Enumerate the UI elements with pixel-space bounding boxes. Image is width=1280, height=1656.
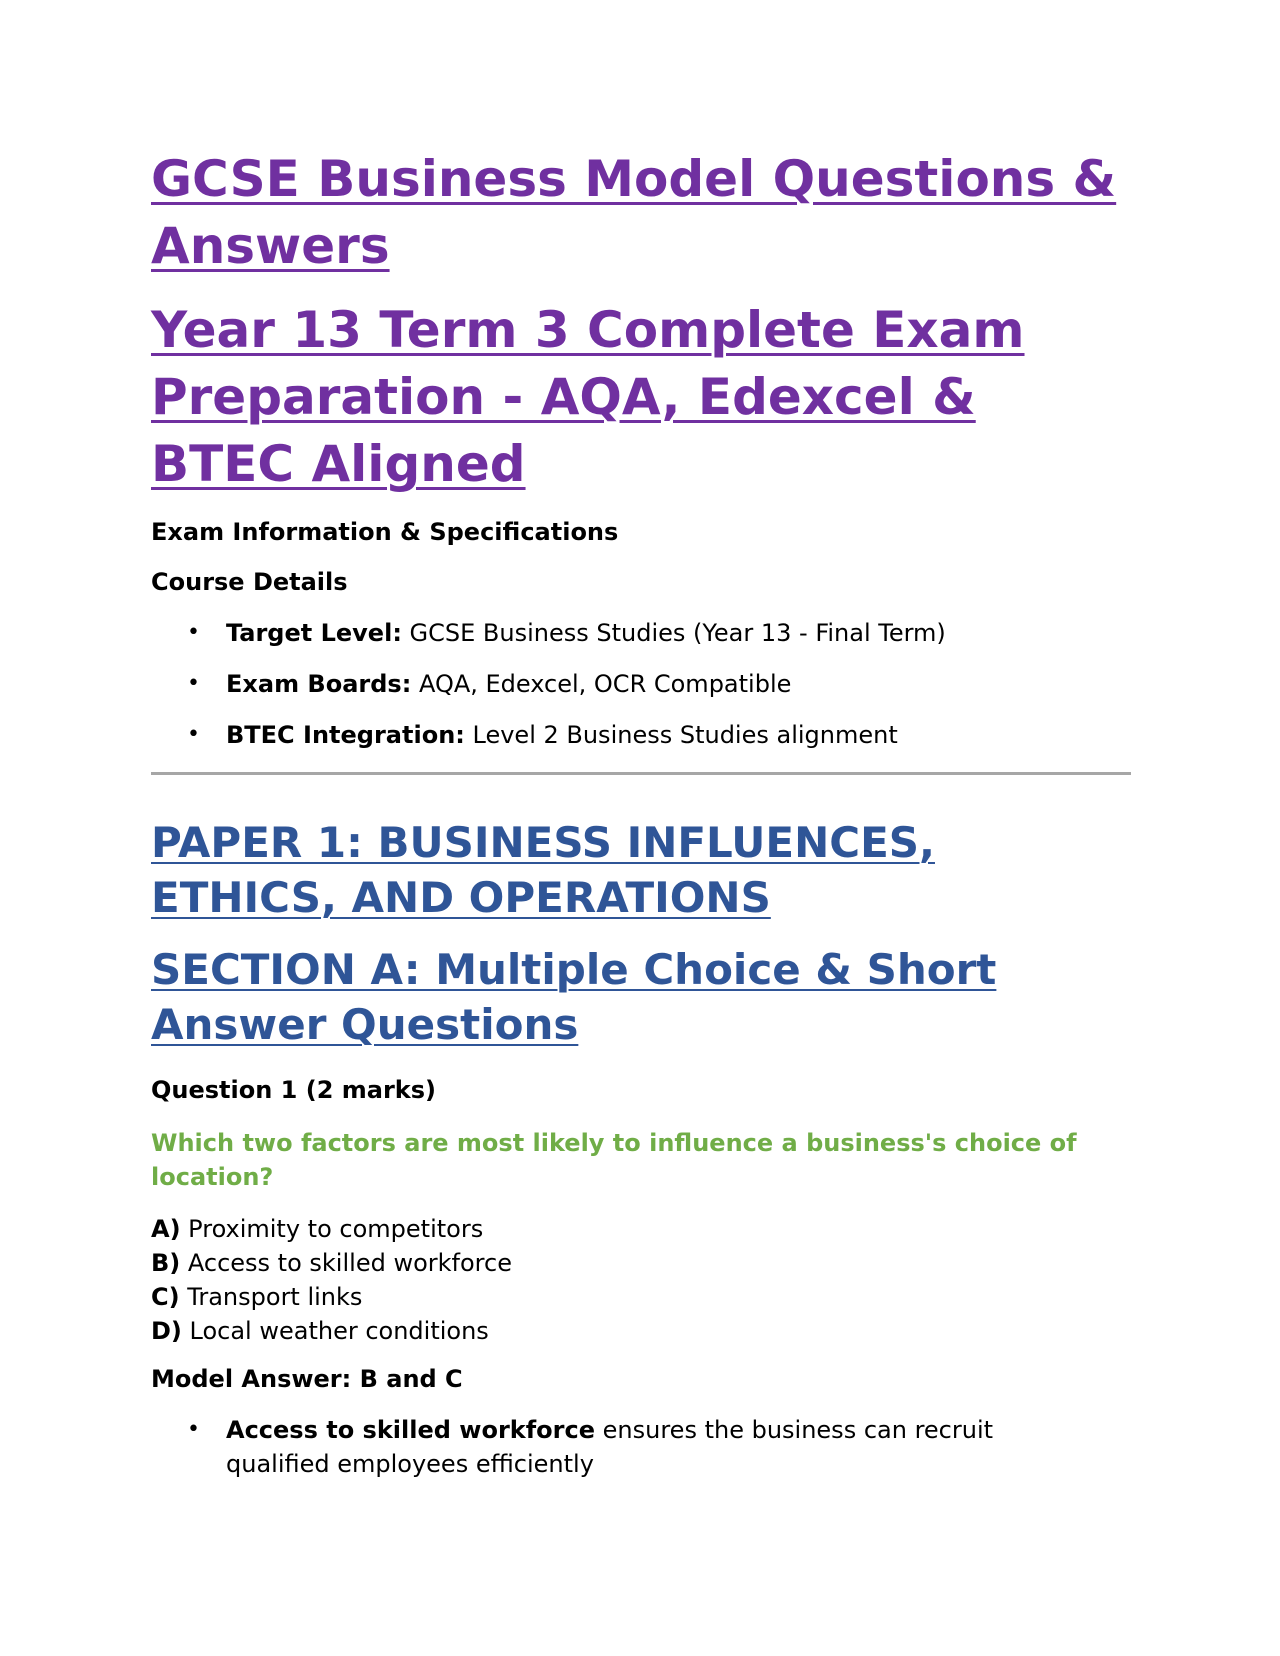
option-item xyxy=(151,1314,512,1348)
option-letter: C) xyxy=(151,1283,180,1311)
bullet-icon: • xyxy=(187,1417,200,1442)
list-item xyxy=(151,667,1131,701)
exam-info-heading: Exam Information & Specifications xyxy=(151,518,619,546)
option-letter: B) xyxy=(151,1249,181,1277)
option-letter: A) xyxy=(151,1215,181,1243)
detail-label: Exam Boards: xyxy=(226,670,412,698)
horizontal-divider xyxy=(151,772,1131,775)
option-text: Access to skilled workforce xyxy=(180,1249,512,1277)
option-text: Proximity to competitors xyxy=(180,1215,484,1243)
bullet-icon: • xyxy=(187,671,200,696)
option-item xyxy=(151,1246,512,1280)
answer-value: ensures the business can recruit qualified employees efficiently xyxy=(226,1416,994,1478)
model-answer-heading: Model Answer: B and C xyxy=(151,1365,463,1393)
list-item xyxy=(151,1413,1051,1481)
answer-label: Access to skilled workforce xyxy=(226,1416,596,1444)
bullet-icon: • xyxy=(187,620,200,645)
option-text: Local weather conditions xyxy=(181,1317,489,1345)
question-heading: Question 1 (2 marks) xyxy=(151,1076,437,1104)
answer-options xyxy=(151,1212,512,1348)
detail-value: Level 2 Business Studies alignment xyxy=(464,721,898,749)
course-details-list xyxy=(151,616,1131,769)
answer-points-list xyxy=(151,1413,1051,1498)
option-letter: D) xyxy=(151,1317,182,1345)
option-text: Transport links xyxy=(179,1283,363,1311)
detail-label: Target Level: xyxy=(226,619,402,647)
section-title: SECTION A: Multiple Choice & Short Answer Questions xyxy=(151,945,997,1049)
paper-title: PAPER 1: BUSINESS INFLUENCES, ETHICS, AND OPERATIONS xyxy=(151,818,935,922)
list-item xyxy=(151,718,1131,752)
course-details-heading: Course Details xyxy=(151,568,348,596)
option-item xyxy=(151,1212,512,1246)
detail-label: BTEC Integration: xyxy=(226,721,465,749)
document-title: GCSE Business Model Questions & Answers xyxy=(151,150,1117,275)
bullet-icon: • xyxy=(187,722,200,747)
detail-value: GCSE Business Studies (Year 13 - Final Term) xyxy=(401,619,946,647)
question-text: Which two factors are most likely to influence a business's choice of location? xyxy=(151,1129,1077,1191)
option-item xyxy=(151,1280,512,1314)
detail-value: AQA, Edexcel, OCR Compatible xyxy=(411,670,792,698)
document-subtitle: Year 13 Term 3 Complete Exam Preparation - AQA, Edexcel & BTEC Aligned xyxy=(151,301,1025,493)
list-item xyxy=(151,616,1131,650)
